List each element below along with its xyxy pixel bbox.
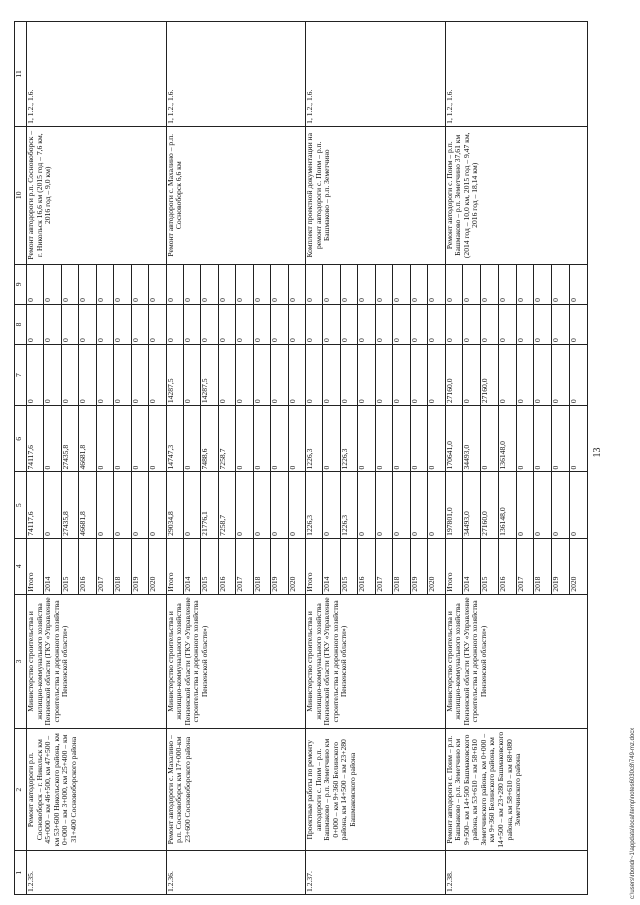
value-cell: 0 xyxy=(183,472,200,538)
year-cell: 2015 xyxy=(481,538,499,594)
year-cell: 2015 xyxy=(201,538,218,594)
value-cell: 136148,0 xyxy=(498,472,516,538)
header-cell: 5 xyxy=(15,472,27,538)
value-cell: 0 xyxy=(358,472,375,538)
value-cell: 0 xyxy=(149,406,166,472)
work-name: Ремонт автодороги с. Махалино – р.п. Сосновоборск км 17+000-км 23+600 Сосновоборского района xyxy=(166,729,306,851)
year-cell: 2018 xyxy=(393,538,410,594)
year-cell: 2015 xyxy=(340,538,357,594)
header-row xyxy=(15,22,27,895)
value-cell: 0 xyxy=(27,304,44,344)
work-name: Ремонт автодороги с. Поим – р.п. Башмаково – р.п. Земетчино км 9+500– км 14+500 Башмаковского района, км 53+610 – км 58+610 Земетчинского района, км 0+000 – км 9+360 Белинского района, км 14+500 – км 23+280 Башмаковского района, км 58+610 – км 68+080 Земетчинского района xyxy=(445,729,588,851)
value-cell: 0 xyxy=(340,264,357,304)
value-cell: 74117,6 xyxy=(27,472,44,538)
year-cell: 2018 xyxy=(534,538,552,594)
value-cell: 0 xyxy=(253,345,270,406)
year-cell: Итого xyxy=(166,538,183,594)
value-cell: 0 xyxy=(306,345,323,406)
year-cell: Итого xyxy=(445,538,463,594)
work-name: Проектные работы по ремонту автодороги с. Поим – р.п. Башмаково – р.п. Земетчино км 0+000 – км 9+360 Белинского района, км 14+500 – км 23+280 Башмаковского района xyxy=(306,729,446,851)
value-cell: 0 xyxy=(183,264,200,304)
value-cell: 0 xyxy=(131,406,148,472)
value-cell: 0 xyxy=(428,406,445,472)
expected-result: Ремонт автодороги р.п. Сосновоборск – г. Никольск 16,6 км (2015 год – 7,6 км, 2016 год – 9,0 км) xyxy=(27,126,167,264)
value-cell: 0 xyxy=(44,304,61,344)
value-cell: 0 xyxy=(498,264,516,304)
responsible-org: Министерство строительства и жилищно-коммунального хозяйства Пензенской области (ГКУ «Управление строительства и дорожного хозяйства Пензенской области») xyxy=(445,594,588,728)
value-cell: 0 xyxy=(236,472,253,538)
value-cell: 0 xyxy=(79,264,96,304)
header-cell: 4 xyxy=(15,538,27,594)
value-cell: 27435,8 xyxy=(61,472,78,538)
value-cell: 0 xyxy=(428,472,445,538)
value-cell: 0 xyxy=(445,264,463,304)
value-cell: 0 xyxy=(569,345,587,406)
value-cell: 0 xyxy=(288,406,305,472)
value-cell: 0 xyxy=(61,304,78,344)
value-cell: 0 xyxy=(358,345,375,406)
value-cell: 0 xyxy=(96,472,113,538)
value-cell: 0 xyxy=(498,345,516,406)
value-cell: 0 xyxy=(569,406,587,472)
responsible-org: Министерство строительства и жилищно-коммунального хозяйства Пензенской области (ГКУ «Управление строительства и дорожного хозяйства Пензенской области») xyxy=(166,594,306,728)
value-cell: 0 xyxy=(410,304,427,344)
row-number: 1.2.37. xyxy=(306,851,446,895)
value-cell: 0 xyxy=(463,264,481,304)
value-cell: 0 xyxy=(358,406,375,472)
page-number: 13 xyxy=(592,447,603,458)
value-cell: 1226,3 xyxy=(306,472,323,538)
value-cell: 0 xyxy=(218,304,235,344)
value-cell: 0 xyxy=(114,406,131,472)
indicator-ref: 1, 1.2., 1.6. xyxy=(166,22,306,127)
value-cell: 0 xyxy=(131,264,148,304)
year-cell: 2018 xyxy=(253,538,270,594)
value-cell: 0 xyxy=(218,345,235,406)
year-cell: 2014 xyxy=(323,538,340,594)
value-cell: 0 xyxy=(271,406,288,472)
value-cell: 7258,7 xyxy=(218,406,235,472)
year-cell: 2017 xyxy=(375,538,392,594)
value-cell: 0 xyxy=(552,472,570,538)
year-cell: 2016 xyxy=(79,538,96,594)
value-cell: 0 xyxy=(201,304,218,344)
value-cell: 0 xyxy=(552,406,570,472)
value-cell: 27160,0 xyxy=(481,472,499,538)
header-cell: 11 xyxy=(15,22,27,127)
value-cell: 0 xyxy=(253,406,270,472)
header-cell: 3 xyxy=(15,594,27,728)
year-cell: 2014 xyxy=(44,538,61,594)
year-cell: Итого xyxy=(27,538,44,594)
year-cell: 2019 xyxy=(552,538,570,594)
value-cell: 0 xyxy=(114,472,131,538)
value-cell: 0 xyxy=(481,406,499,472)
value-cell: 0 xyxy=(149,345,166,406)
header-cell: 9 xyxy=(15,264,27,304)
value-cell: 0 xyxy=(534,264,552,304)
value-cell: 0 xyxy=(149,264,166,304)
value-cell: 7488,6 xyxy=(201,406,218,472)
table-row xyxy=(445,22,463,895)
value-cell: 0 xyxy=(166,264,183,304)
value-cell: 0 xyxy=(114,304,131,344)
year-cell: 2016 xyxy=(498,538,516,594)
work-name: Ремонт автодороги р.п. Сосновоборск – г. Никольск км 45+000 – км 46+500, км 47+500 – км 53+600 Никольского района, км 0+000 – км 3+000, км 25+400 – км 31+400 Сосновоборского района xyxy=(27,729,167,851)
value-cell: 0 xyxy=(96,304,113,344)
year-cell: 2016 xyxy=(358,538,375,594)
value-cell: 0 xyxy=(375,264,392,304)
value-cell: 14287,5 xyxy=(201,345,218,406)
value-cell: 0 xyxy=(358,264,375,304)
year-cell: 2017 xyxy=(516,538,534,594)
value-cell: 0 xyxy=(201,264,218,304)
value-cell: 0 xyxy=(61,345,78,406)
value-cell: 0 xyxy=(463,304,481,344)
year-cell: 2020 xyxy=(288,538,305,594)
responsible-org: Министерство строительства и жилищно-коммунального хозяйства Пензенской области (ГКУ «Управление строительства и дорожного хозяйства Пензенской области») xyxy=(306,594,446,728)
value-cell: 0 xyxy=(236,345,253,406)
table-body xyxy=(15,22,588,895)
year-cell: 2017 xyxy=(96,538,113,594)
value-cell: 0 xyxy=(393,406,410,472)
value-cell: 0 xyxy=(375,472,392,538)
year-cell: 2017 xyxy=(236,538,253,594)
value-cell: 136148,0 xyxy=(498,406,516,472)
table-row xyxy=(27,22,44,895)
value-cell: 0 xyxy=(149,472,166,538)
value-cell: 0 xyxy=(358,304,375,344)
row-number: 1.2.38. xyxy=(445,851,588,895)
value-cell: 170641,0 xyxy=(445,406,463,472)
program-table xyxy=(14,21,588,895)
value-cell: 0 xyxy=(114,345,131,406)
value-cell: 7258,7 xyxy=(218,472,235,538)
value-cell: 0 xyxy=(149,304,166,344)
table-row xyxy=(166,22,183,895)
value-cell: 0 xyxy=(516,472,534,538)
value-cell: 0 xyxy=(552,264,570,304)
value-cell: 0 xyxy=(306,264,323,304)
expected-result: Ремонт автодороги с. Махалино – р.п. Сосновоборск 6,6 км xyxy=(166,126,306,264)
value-cell: 0 xyxy=(44,345,61,406)
value-cell: 0 xyxy=(428,304,445,344)
indicator-ref: 1, 1.2., 1.6. xyxy=(306,22,446,127)
value-cell: 0 xyxy=(410,472,427,538)
value-cell: 0 xyxy=(569,264,587,304)
value-cell: 14747,3 xyxy=(166,406,183,472)
expected-result: Ремонт автодороги с. Поим – р.п. Башмаково – р.п. Земетчино 37,61 км (2014 год – 10,0 км, 2015 год – 9,47 км, 2016 год – 18,14 км) xyxy=(445,126,588,264)
value-cell: 0 xyxy=(79,345,96,406)
value-cell: 0 xyxy=(534,472,552,538)
value-cell: 0 xyxy=(306,304,323,344)
value-cell: 0 xyxy=(114,264,131,304)
value-cell: 0 xyxy=(552,345,570,406)
value-cell: 0 xyxy=(288,345,305,406)
year-cell: 2019 xyxy=(410,538,427,594)
value-cell: 0 xyxy=(428,345,445,406)
value-cell: 34493,0 xyxy=(463,406,481,472)
value-cell: 46681,8 xyxy=(79,406,96,472)
value-cell: 0 xyxy=(516,406,534,472)
value-cell: 0 xyxy=(288,264,305,304)
value-cell: 0 xyxy=(236,264,253,304)
expected-result: Комплект проектной документации на ремонт автодороги с. Поим – р.п. Башмаково – р.п. Земетчино xyxy=(306,126,446,264)
header-cell: 10 xyxy=(15,126,27,264)
value-cell: 0 xyxy=(323,345,340,406)
indicator-ref: 1, 1.2., 1.6. xyxy=(445,22,588,127)
value-cell: 21776,1 xyxy=(201,472,218,538)
value-cell: 0 xyxy=(340,345,357,406)
value-cell: 0 xyxy=(183,345,200,406)
header-cell: 2 xyxy=(15,729,27,851)
header-cell: 1 xyxy=(15,851,27,895)
year-cell: 2015 xyxy=(61,538,78,594)
value-cell: 0 xyxy=(393,264,410,304)
value-cell: 0 xyxy=(253,472,270,538)
row-number: 1.2.35. xyxy=(27,851,167,895)
value-cell: 0 xyxy=(27,264,44,304)
value-cell: 0 xyxy=(27,345,44,406)
header-cell: 8 xyxy=(15,304,27,344)
value-cell: 0 xyxy=(534,304,552,344)
value-cell: 0 xyxy=(481,304,499,344)
value-cell: 0 xyxy=(323,406,340,472)
value-cell: 0 xyxy=(183,406,200,472)
value-cell: 0 xyxy=(323,304,340,344)
value-cell: 0 xyxy=(166,304,183,344)
value-cell: 27435,8 xyxy=(61,406,78,472)
value-cell: 0 xyxy=(131,345,148,406)
value-cell: 27160,0 xyxy=(481,345,499,406)
value-cell: 0 xyxy=(44,406,61,472)
value-cell: 0 xyxy=(393,304,410,344)
value-cell: 0 xyxy=(375,406,392,472)
header-cell: 7 xyxy=(15,345,27,406)
value-cell: 0 xyxy=(96,406,113,472)
value-cell: 0 xyxy=(375,304,392,344)
value-cell: 0 xyxy=(131,472,148,538)
year-cell: Итого xyxy=(306,538,323,594)
value-cell: 0 xyxy=(96,264,113,304)
value-cell: 0 xyxy=(253,304,270,344)
footer-file-path: c:\users\rbondr~1\appdata\local\temp\notes6030c8\749-mz.docx xyxy=(630,727,636,899)
value-cell: 0 xyxy=(340,304,357,344)
table-row xyxy=(306,22,323,895)
year-cell: 2020 xyxy=(149,538,166,594)
value-cell: 0 xyxy=(516,345,534,406)
value-cell: 0 xyxy=(481,264,499,304)
year-cell: 2014 xyxy=(463,538,481,594)
value-cell: 1226,3 xyxy=(340,406,357,472)
value-cell: 0 xyxy=(61,264,78,304)
value-cell: 0 xyxy=(410,264,427,304)
value-cell: 0 xyxy=(323,472,340,538)
year-cell: 2016 xyxy=(218,538,235,594)
value-cell: 0 xyxy=(393,345,410,406)
header-cell: 6 xyxy=(15,406,27,472)
value-cell: 197801,0 xyxy=(445,472,463,538)
value-cell: 27160,0 xyxy=(445,345,463,406)
value-cell: 0 xyxy=(445,304,463,344)
value-cell: 0 xyxy=(288,304,305,344)
value-cell: 0 xyxy=(410,406,427,472)
value-cell: 0 xyxy=(288,472,305,538)
value-cell: 0 xyxy=(569,472,587,538)
value-cell: 0 xyxy=(534,406,552,472)
value-cell: 0 xyxy=(218,264,235,304)
value-cell: 1226,3 xyxy=(306,406,323,472)
value-cell: 0 xyxy=(96,345,113,406)
value-cell: 0 xyxy=(463,345,481,406)
value-cell: 0 xyxy=(79,304,96,344)
value-cell: 0 xyxy=(44,472,61,538)
year-cell: 2019 xyxy=(271,538,288,594)
value-cell: 0 xyxy=(569,304,587,344)
value-cell: 0 xyxy=(271,345,288,406)
value-cell: 0 xyxy=(410,345,427,406)
value-cell: 1226,3 xyxy=(340,472,357,538)
value-cell: 0 xyxy=(236,406,253,472)
value-cell: 0 xyxy=(271,472,288,538)
value-cell: 0 xyxy=(393,472,410,538)
value-cell: 0 xyxy=(516,264,534,304)
value-cell: 0 xyxy=(131,304,148,344)
value-cell: 34493,0 xyxy=(463,472,481,538)
value-cell: 0 xyxy=(498,304,516,344)
value-cell: 0 xyxy=(236,304,253,344)
value-cell: 0 xyxy=(183,304,200,344)
row-number: 1.2.36. xyxy=(166,851,306,895)
value-cell: 74117,6 xyxy=(27,406,44,472)
responsible-org: Министерство строительства и жилищно-коммунального хозяйства Пензенской области (ГКУ «Управление строительства и дорожного хозяйства Пензенской области») xyxy=(27,594,167,728)
value-cell: 0 xyxy=(44,264,61,304)
value-cell: 46681,8 xyxy=(79,472,96,538)
year-cell: 2020 xyxy=(428,538,445,594)
year-cell: 2019 xyxy=(131,538,148,594)
value-cell: 0 xyxy=(375,345,392,406)
indicator-ref: 1, 1.2., 1.6. xyxy=(27,22,167,127)
value-cell: 0 xyxy=(534,345,552,406)
year-cell: 2018 xyxy=(114,538,131,594)
value-cell: 14287,5 xyxy=(166,345,183,406)
value-cell: 0 xyxy=(323,264,340,304)
value-cell: 0 xyxy=(428,264,445,304)
year-cell: 2014 xyxy=(183,538,200,594)
year-cell: 2020 xyxy=(569,538,587,594)
value-cell: 0 xyxy=(271,304,288,344)
value-cell: 0 xyxy=(552,304,570,344)
value-cell: 0 xyxy=(516,304,534,344)
value-cell: 0 xyxy=(253,264,270,304)
value-cell: 29034,8 xyxy=(166,472,183,538)
value-cell: 0 xyxy=(271,264,288,304)
